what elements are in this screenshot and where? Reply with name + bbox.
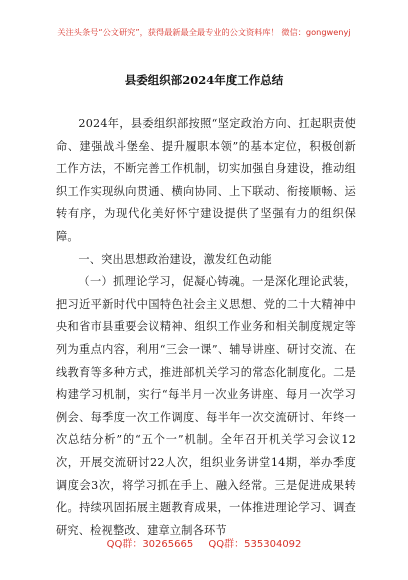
document-title: 县委组织部2024年度工作总结 <box>124 73 284 87</box>
qq-group-1: QQ群：30265665 <box>106 539 194 550</box>
footer-qq-groups <box>0 535 408 550</box>
document-body <box>56 113 356 542</box>
header-promo-note: 关注头条号“公文研究”，获得最新最全最专业的公文资料库！ 微信：gongwenyj <box>57 27 351 37</box>
qq-group-2: QQ群：535304092 <box>208 539 302 550</box>
paragraph-intro: 2024年，县委组织部按照“坚定政治方向、扛起职责使命、建强战斗堡垒、提升履职本领”的基本定位，积极创新工作方法，不断完善工作机制，切实加强自身建设，推动组织工作实现纵向贯通、横向协同、上下联动、衔接顺畅、运转有序，为现代化美好怀宁建设提供了坚强有力的组织保障。 <box>56 117 356 243</box>
section-heading-1: 一、突出思想政治建设，激发红色动能 <box>78 252 272 266</box>
paragraph-theory-study: （一）抓理论学习，促凝心铸魂。一是深化理论武装，把习近平新时代中国特色社会主义思想、党的二十大精神中央和省市县重要会议精神、组织工作业务和相关制度规定等列为重点内容，利用“三会一课”、辅导讲座、研讨交流、在线教育等多种方式，推进部机关学习的常态化制度化。二是构建学习机制，实行“每半月一次业务讲座、每月一次学习例会、每季度一次工作调度、每半年一次交流研讨、年终一次总结分析”的“五个一”机制。全年召开机关学习会议12次，开展交流研讨22人次，组织业务讲堂14期，举办季度调度会3次，将学习抓在手上、融入经常。三是促进成果转化。持续巩固拓展主题教育成果，一体推进理论学习、调查研究、检视整改、建章立制各环节 <box>56 275 356 537</box>
